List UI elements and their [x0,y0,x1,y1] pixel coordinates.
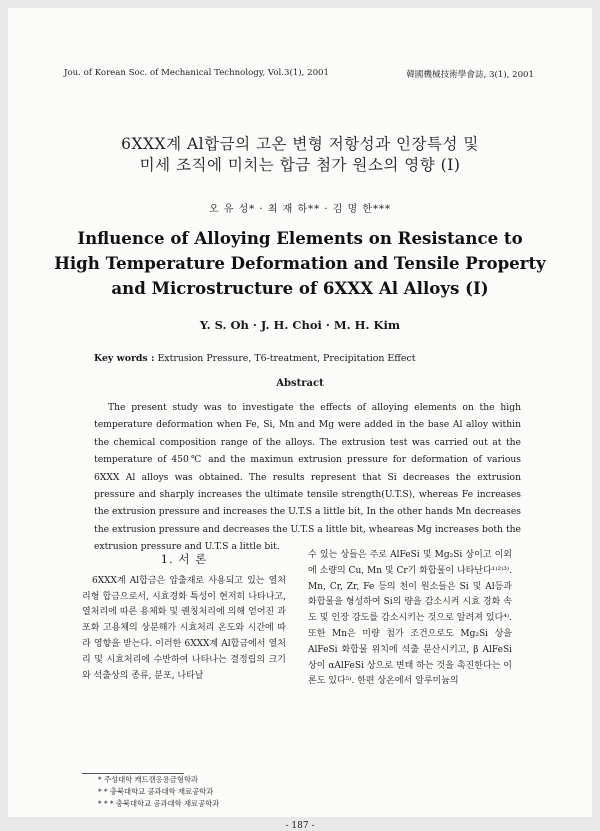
english-authors: Y. S. Oh · J. H. Choi · M. H. Kim [199,318,401,332]
journal-header-right: 韓國機械技術學會誌, 3(1), 2001 [406,70,534,80]
english-title [8,226,592,301]
footnote-3: * * * 충북대학교 공과대학 재료공학과 [98,799,220,808]
english-title-line-2: High Temperature Deformation and Tensile Property [54,253,546,273]
body-column-right [308,548,512,690]
keywords-text: Extrusion Pressure, T6-treatment, Precipitation Effect [157,353,416,364]
journal-header-left: Jou. of Korean Soc. of Mechanical Technology, Vol.3(1), 2001 [64,68,329,78]
keywords-label: Key words : [94,353,155,364]
page-number: - 187 - [285,821,315,831]
korean-authors: 오 유 성* · 최 재 하** · 김 명 한*** [208,204,392,215]
section-heading: 1. 서 론 [160,552,208,566]
intro-paragraph-right: 수 있는 상들은 주로 AlFeSi 및 Mg₂Si 상이고 이외에 소량의 Cu, Mn 및 Cr기 화합물이 나타난다¹⁾²⁾³⁾. Mn, Cr, Zr, Fe 등의 천이 원소들은 Si 및 Al등과 화합물을 형성하여 Si의 량을 감소시켜 시효 경화 속도 및 인장 강도를 감소시키는 것으로 알려져 있다⁴⁾. 또한 Mn은 미량 첨가 조건으로도 Mg₂Si 상을 AlFeSi 화합물 위치에 석출 분산시키고, β AlFeSi 상이 αAlFeSi 상으로 변태 하는 것을 촉진한다는 이론도 있다⁵⁾. 한편 상온에서 알루미늄의 [308,550,512,687]
footnote-2: * * 충북대학교 공과대학 재료공학과 [98,787,214,796]
intro-paragraph-left: 6XXX계 Al합금은 압출재로 사용되고 있는 열처리형 합금으로서, 시효경화 특성이 현저히 나타나고, 열처리에 따른 용체화 및 퀜칭처리에 의해 얻어진 과포화 고용체의 상분해가 시효처리 온도와 시간에 따라 영향을 받는다. 이러한 6XXX계 Al합금에서 열처리 및 시효처리에 수반하여 나타나는 결정립의 크기와 석출상의 종류, 분포, 나타날 [82,575,286,681]
english-title-line-1: Influence of Alloying Elements on Resistance to [77,228,523,248]
korean-title [8,134,592,176]
korean-title-line-2: 미세 조직에 미치는 합금 첨가 원소의 영향 (Ⅰ) [139,156,461,174]
english-title-line-3: and Microstructure of 6XXX Al Alloys (Ⅰ) [111,278,489,298]
footnote-divider [82,773,184,774]
keywords [94,353,416,364]
abstract-text: The present study was to investigate the effects of alloying elements on the high temperature deformation when Fe, Si, Mn and Mg were added in the base Al alloy within the chemical composition range of the alloys. The extrusion test was carried out at the temperature of 450℃ and the maximun extrusion pressure for deformation of various 6XXX Al alloys was obtained. The results represent that Si decreases the extrusion pressure and sharply increases the ultimate tensile strength(U.T.S), whereas Fe increases the extrusion pressure and increases the U.T.S a little bit, In the other hands Mn decreases the extrusion pressure and decreases the U.T.S a little bit, wheareas Mg increases both the extrusion pressure and U.T.S a little bit. [94,402,521,553]
abstract-heading: Abstract [276,378,324,389]
body-column-left [82,552,286,684]
footnote-1: * 주성대학 캐드캠응용금형학과 [98,775,198,784]
korean-title-line-1: 6XXX계 Al합금의 고온 변형 저항성과 인장특성 및 [121,135,479,153]
paper-page [8,8,592,817]
